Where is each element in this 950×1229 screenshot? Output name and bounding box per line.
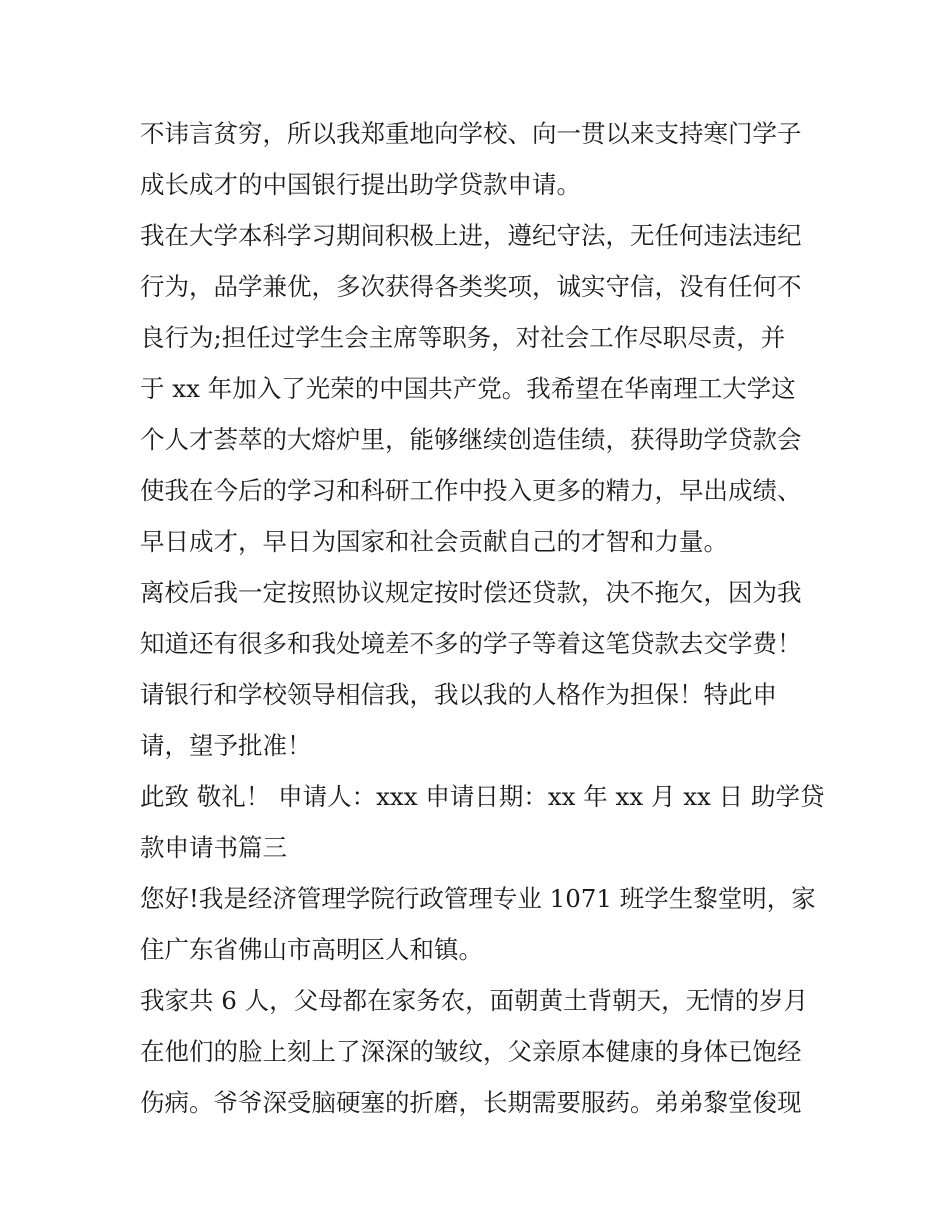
text-line: 请银行和学校领导相信我，我以我的人格作为担保！特此申 xyxy=(140,680,777,709)
text-line: 您好!我是经济管理学院行政管理专业 1071 班学生黎堂明，家 xyxy=(140,884,816,913)
text-line: 此致 敬礼！ 申请人：xxx 申请日期：xx 年 xx 月 xx 日 助学贷 xyxy=(140,782,825,811)
text-line: 行为，品学兼优，多次获得各类奖项，诚实守信，没有任何不 xyxy=(140,272,802,301)
text-line: 我在大学本科学习期间积极上进，遵纪守法，无任何违法违纪 xyxy=(140,221,802,250)
text-line: 于 xx 年加入了光荣的中国共产党。我希望在华南理工大学这 xyxy=(140,374,796,403)
text-line: 不讳言贫穷，所以我郑重地向学校、向一贯以来支持寒门学子 xyxy=(140,119,802,148)
document-body xyxy=(140,108,825,1128)
text-line: 良行为;担任过学生会主席等职务，对社会工作尽职尽责，并 xyxy=(140,323,786,352)
text-line: 住广东省佛山市高明区人和镇。 xyxy=(140,935,483,964)
text-line: 在他们的脸上刻上了深深的皱纹，父亲原本健康的身体已饱经 xyxy=(140,1037,802,1066)
text-line: 款申请书篇三 xyxy=(140,833,287,862)
text-line: 个人才荟萃的大熔炉里，能够继续创造佳绩，获得助学贷款会 xyxy=(140,425,802,454)
text-line: 我家共 6 人，父母都在家务农，面朝黄土背朝天，无情的岁月 xyxy=(140,986,809,1015)
text-line: 知道还有很多和我处境差不多的学子等着这笔贷款去交学费！ xyxy=(140,629,802,658)
text-line: 请，望予批准！ xyxy=(140,731,312,760)
text-line: 伤病。爷爷深受脑硬塞的折磨，长期需要服药。弟弟黎堂俊现 xyxy=(140,1088,802,1117)
text-line: 早日成才，早日为国家和社会贡献自己的才智和力量。 xyxy=(140,527,728,556)
text-line: 使我在今后的学习和科研工作中投入更多的精力，早出成绩、 xyxy=(140,476,802,505)
text-line: 成长成才的中国银行提出助学贷款申请。 xyxy=(140,170,581,199)
text-line: 离校后我一定按照协议规定按时偿还贷款，决不拖欠，因为我 xyxy=(140,578,802,607)
